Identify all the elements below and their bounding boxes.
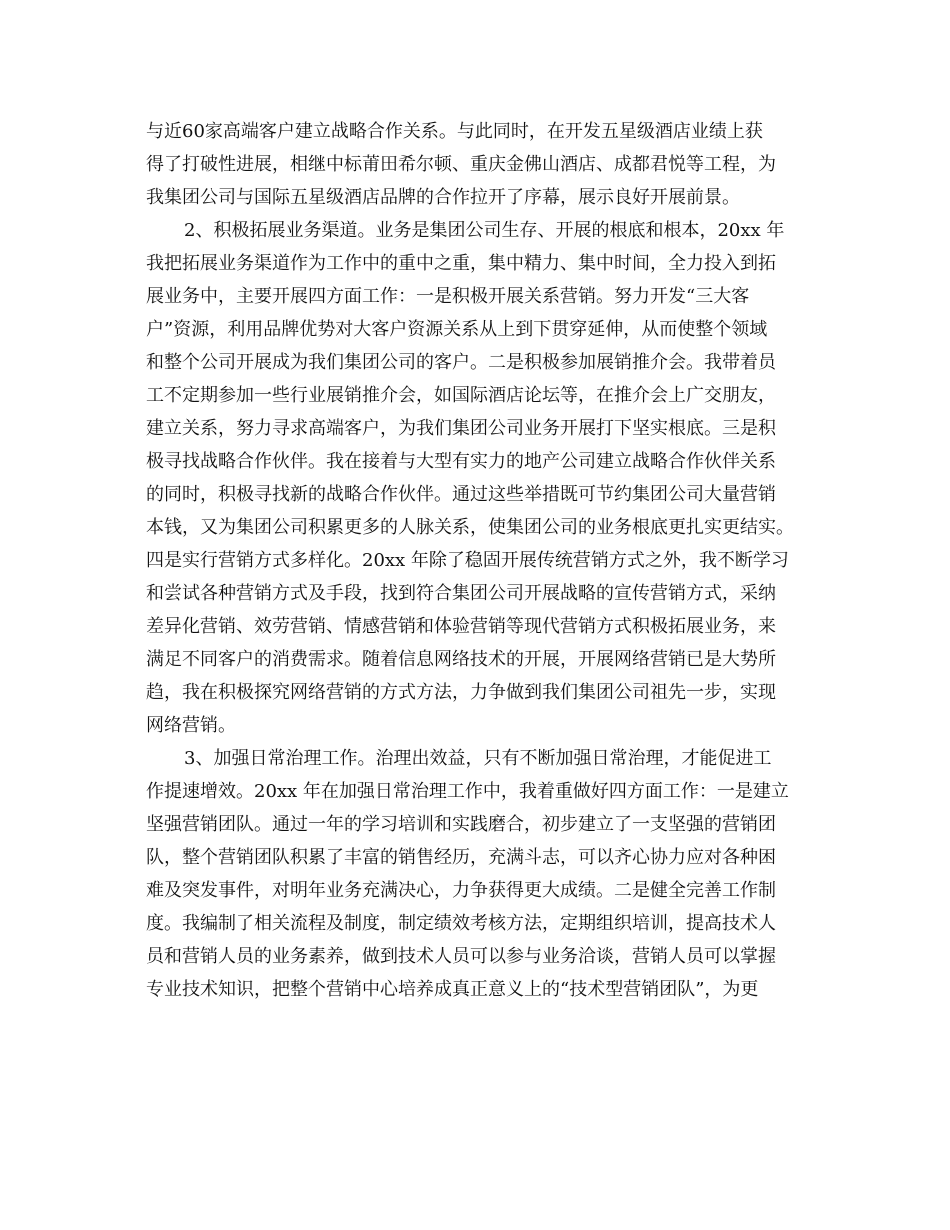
text-line: 差异化营销、效劳营销、情感营销和体验营销等现代营销方式积极拓展业务，来 bbox=[146, 616, 776, 637]
text-line: 工不定期参加一些行业展销推介会，如国际酒店论坛等，在推介会上广交朋友， bbox=[146, 385, 776, 406]
text-line: 的同时，积极寻找新的战略合作伙伴。通过这些举措既可节约集团公司大量营销 bbox=[146, 484, 776, 505]
text-line: 员和营销人员的业务素养，做到技术人员可以参与业务洽谈，营销人员可以掌握 bbox=[146, 946, 776, 967]
text-line: 与近60家高端客户建立战略合作关系。与此同时，在开发五星级酒店业绩上获 bbox=[146, 121, 763, 142]
paragraph-3-first-line: 3、加强日常治理工作。治理出效益，只有不断加强日常治理，才能促进工 bbox=[184, 748, 772, 769]
text-line: 四是实行营销方式多样化。20xx 年除了稳固开展传统营销方式之外，我不断学习 bbox=[146, 550, 789, 571]
document-body bbox=[146, 117, 816, 1008]
text-line: 队，整个营销团队积累了丰富的销售经历，充满斗志，可以齐心协力应对各种困 bbox=[146, 847, 776, 868]
text-line: 我把拓展业务渠道作为工作中的重中之重，集中精力、集中时间，全力投入到拓 bbox=[146, 253, 776, 274]
text-line: 本钱，又为集团公司积累更多的人脉关系，使集团公司的业务根底更扎实更结实。 bbox=[146, 517, 794, 538]
text-line: 建立关系，努力寻求高端客户，为我们集团公司业务开展打下坚实根底。三是积 bbox=[146, 418, 776, 439]
text-line: 和整个公司开展成为我们集团公司的客户。二是积极参加展销推介会。我带着员 bbox=[146, 352, 776, 373]
text-line: 极寻找战略合作伙伴。我在接着与大型有实力的地产公司建立战略合作伙伴关系 bbox=[146, 451, 776, 472]
text-line: 展业务中，主要开展四方面工作：一是积极开展关系营销。努力开发“三大客 bbox=[146, 286, 750, 307]
text-line: 网络营销。 bbox=[146, 715, 236, 736]
text-line: 难及突发事件，对明年业务充满决心，力争获得更大成绩。二是健全完善工作制 bbox=[146, 880, 776, 901]
text-line: 坚强营销团队。通过一年的学习培训和实践磨合，初步建立了一支坚强的营销团 bbox=[146, 814, 776, 835]
text-line: 专业技术知识，把整个营销中心培养成真正意义上的“技术型营销团队”，为更 bbox=[146, 979, 759, 1000]
paragraph-2-first-line: 2、积极拓展业务渠道。业务是集团公司生存、开展的根底和根本，20xx 年 bbox=[184, 220, 785, 241]
text-line: 和尝试各种营销方式及手段，找到符合集团公司开展战略的宣传营销方式，采纳 bbox=[146, 583, 776, 604]
text-line: 满足不同客户的消费需求。随着信息网络技术的开展，开展网络营销已是大势所 bbox=[146, 649, 776, 670]
text-line: 趋，我在积极探究网络营销的方式方法，力争做到我们集团公司祖先一步，实现 bbox=[146, 682, 776, 703]
text-line: 户”资源，利用品牌优势对大客户资源关系从上到下贯穿延伸，从而使整个领域 bbox=[146, 319, 768, 340]
text-line: 我集团公司与国际五星级酒店品牌的合作拉开了序幕，展示良好开展前景。 bbox=[146, 187, 740, 208]
text-line: 得了打破性进展，相继中标莆田希尔顿、重庆金佛山酒店、成都君悦等工程，为 bbox=[146, 154, 776, 175]
text-line: 度。我编制了相关流程及制度，制定绩效考核方法，定期组织培训，提高技术人 bbox=[146, 913, 776, 934]
text-line: 作提速增效。20xx 年在加强日常治理工作中，我着重做好四方面工作：一是建立 bbox=[146, 781, 789, 802]
